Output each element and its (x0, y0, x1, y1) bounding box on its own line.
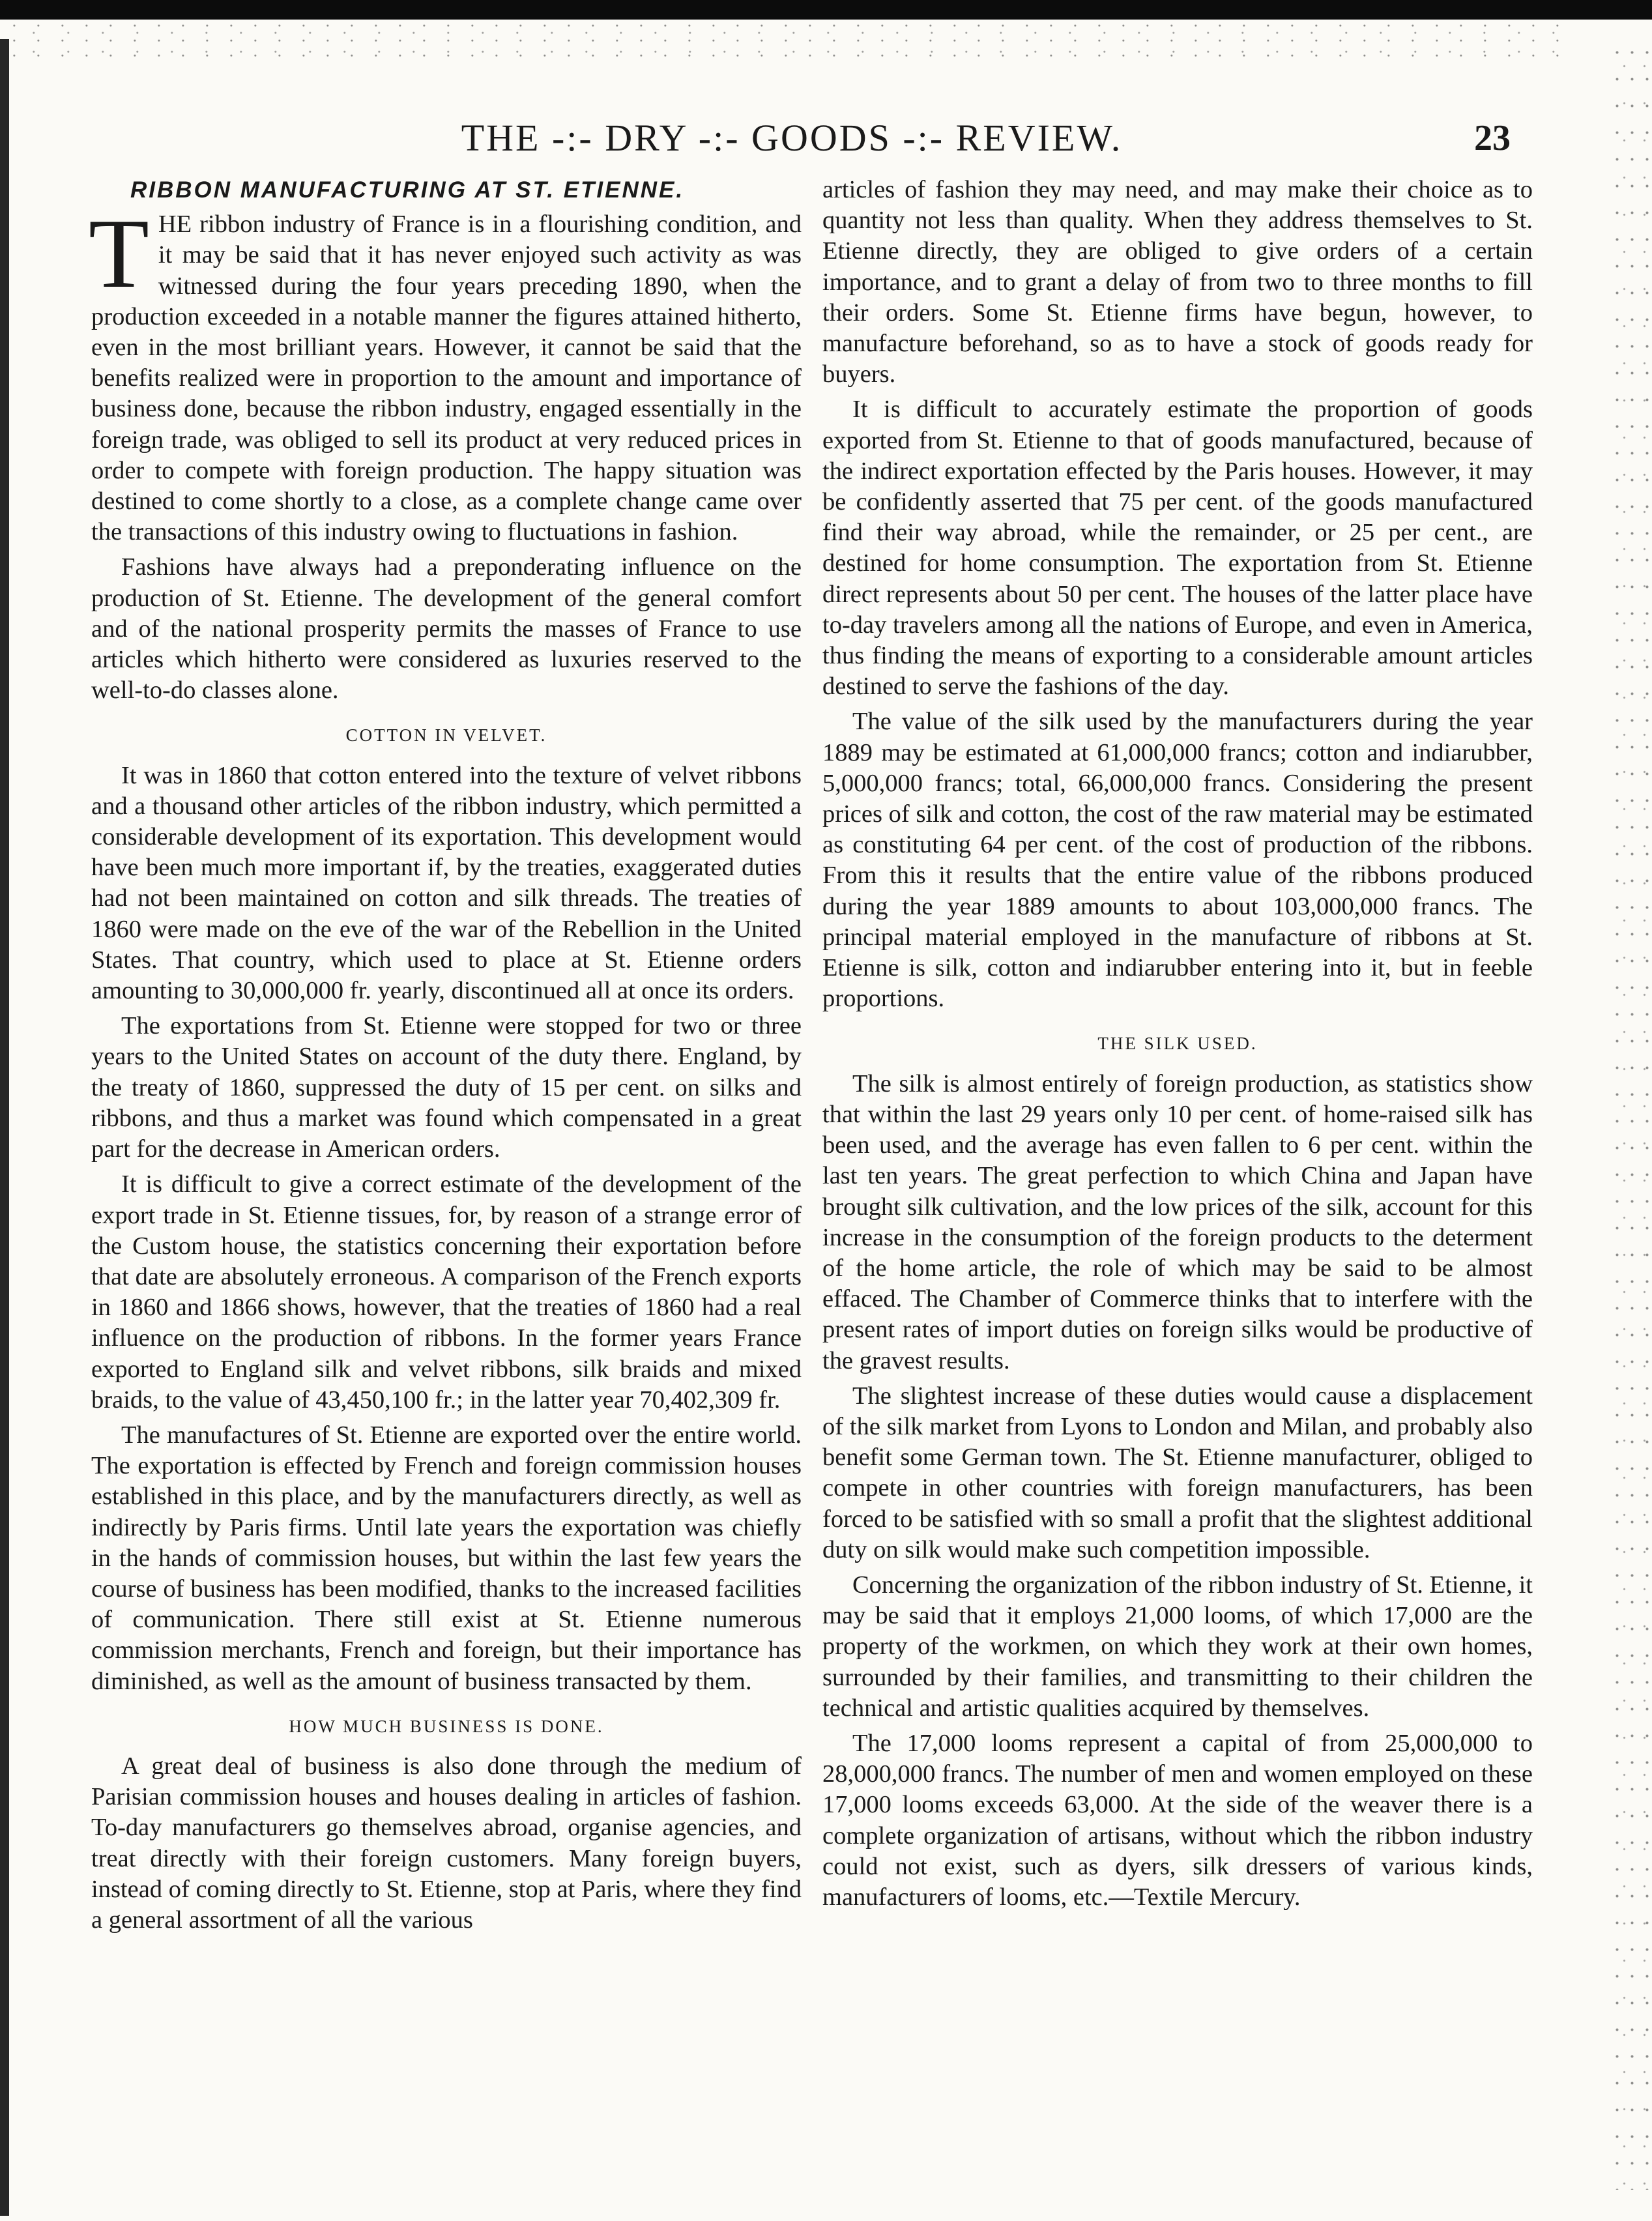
paragraph-6: The manufactures of St. Etienne are exported over the entire world. The exportation is effected by French and foreign commission houses established in this place, and by the manufacturers directly, as well as indirectly by Paris firms. Until late years the exportation was chiefly in the hands of commission houses, but within the last few years the course of business has been modified, thanks to the increased facilities of communication. There still exist at St. Etienne numerous commission merchants, French and foreign, but their importance has diminished, as well as the amount of business transacted by them. (91, 1421, 802, 1695)
drop-cap: T (89, 199, 149, 309)
paragraph-1 (89, 199, 802, 547)
left-column (91, 175, 802, 1940)
left-border (0, 39, 9, 2216)
paragraph-r4: The silk is almost entirely of foreign production, as statistics show that within the last 29 years only 10 per cent. of home-raised silk has been used, and the average has even fallen to 6 per cent. within the last ten years. The great perfection to which China and Japan have brought silk cultivation, and the low prices of the silk, account for this increase in the consumption of the foreign products to the determent of the home article, the role of which may be said to be almost effaced. The Chamber of Commerce thinks that to interfere with the present rates of import duties on foreign silks would be productive of the gravest results. (822, 1069, 1533, 1374)
right-column (822, 175, 1533, 1917)
masthead: THE -:- DRY -:- GOODS -:- REVIEW. (461, 117, 1123, 159)
paragraph-r1: articles of fashion they may need, and may make their choice as to quantity not less than quality. When they address themselves to St. Etienne directly, they are obliged to give orders of a certain importance, and to grant a delay of from two to three months to fill their orders. Some St. Etienne firms have begun, however, to manufacture beforehand, so as to have a stock of goods ready for buyers. (822, 176, 1533, 388)
print-speckle (13, 20, 1577, 59)
top-border (0, 0, 1652, 20)
paragraph-4: The exportations from St. Etienne were stopped for two or three years to the United States on account of the duty there. England, by the treaty of 1860, suppressed the duty of 15 per cent. on silks and ribbons, and thus a market was found which compensated in a great part for the decrease in American orders. (91, 1012, 802, 1163)
paragraph-1-text: HE ribbon industry of France is in a flourishing condition, and it may be said that it has never enjoyed such activity as was witnessed during the four years preceding 1890, when the production exceeded in a notable manner the figures attained hitherto, even in the most brilliant years. However, it cannot be said that the benefits realized were in proportion to the amount and importance of business done, because the ribbon industry, engaged essentially in the foreign trade, was obliged to sell its product at very reduced prices in order to compete with foreign production. The happy situation was destined to come shortly to a close, as a complete change came over the transactions of this industry owing to fluctuations in fashion. (91, 210, 802, 546)
subheading-silk: THE SILK USED. (1097, 1034, 1258, 1054)
paragraph-3: It was in 1860 that cotton entered into the texture of velvet ribbons and a thousand other articles of the ribbon industry, which permitted a considerable development of its exportation. This development would have been much more important if, by the treaties, exaggerated duties had not been maintained on cotton and silk threads. The treaties of 1860 were made on the eve of the war of the Rebellion in the United States. That country, which used to place at St. Etienne orders amounting to 30,000,000 fr. yearly, discontinued all at once its orders. (91, 761, 802, 1005)
subheading-cotton: COTTON IN VELVET. (345, 725, 547, 746)
article-headline: RIBBON MANUFACTURING AT ST. ETIENNE. (130, 177, 685, 203)
paragraph-7: A great deal of business is also done through the medium of Parisian commission houses and houses dealing in articles of fashion. To-day manufacturers go themselves abroad, organise agencies, and treat directly with their foreign customers. Many foreign buyers, instead of coming directly to St. Etienne, stop at Paris, where they find a general assortment of all the various (91, 1752, 802, 1934)
paragraph-r3: The value of the silk used by the manufacturers during the year 1889 may be estimated at 61,000,000 francs; cotton and indiarubber, 5,000,000 francs; total, 66,000,000 francs. Considering the present prices of silk and cotton, the cost of the raw material may be estimated as constituting 64 per cent. of the cost of production of the ribbons. From this it results that the entire value of the ribbons produced during the year 1889 amounts to about 103,000,000 francs. The principal material employed in the manufacture of ribbons at St. Etienne is silk, cotton and indiarubber entering into it, but in feeble proportions. (822, 708, 1533, 1013)
paragraph-r2: It is difficult to accurately estimate the proportion of goods exported from St. Etienne to that of goods manufactured, because of the indirect exportation effected by the Paris houses. However, it may be confidently asserted that 75 per cent. of the goods manufactured find their way abroad, while the remainder, or 25 per cent., are destined for home consumption. The exportation from St. Etienne direct represents about 50 per cent. The houses of the latter place have to-day travelers among all the nations of Europe, and even in America, thus finding the means of exporting to a considerable amount articles destined to serve the fashions of the day. (822, 396, 1533, 701)
paragraph-r6: Concerning the organization of the ribbon industry of St. Etienne, it may be said that it employs 21,000 looms, of which 17,000 are the property of the workmen, on which they work at their own homes, surrounded by their families, and transmitting to their children the technical and artistic qualities acquired by themselves. (822, 1571, 1533, 1722)
right-edge-speckle (1610, 39, 1649, 2190)
paragraph-2: Fashions have always had a preponderating influence on the production of St. Etienne. The development of the general comfort and of the national prosperity permits the masses of France to use articles which hitherto were considered as luxuries reserved to the well-to-do classes alone. (91, 553, 802, 704)
paragraph-5: It is difficult to give a correct estimate of the development of the export trade in St. Etienne tissues, for, by reason of a strange error of the Custom house, the statistics concerning their exportation before that date are absolutely erroneous. A comparison of the French exports in 1860 and 1866 shows, however, that the treaties of 1860 had a real influence on the production of ribbons. In the former years France exported to England silk and velvet ribbons, silk braids and mixed braids, to the value of 43,450,100 fr.; in the latter year 70,402,309 fr. (91, 1170, 802, 1414)
paragraph-r7: The 17,000 looms represent a capital of from 25,000,000 to 28,000,000 francs. The number of men and women employed on these 17,000 looms exceeds 63,000. At the side of the weaver there is a complete organization of artisans, without which the ribbon industry could not exist, such as dyers, silk dressers of various kinds, manufacturers of looms, etc.—Textile Mercury. (822, 1729, 1533, 1911)
paragraph-r5: The slightest increase of these duties would cause a displacement of the silk market from Lyons to London and Milan, and probably also benefit some German town. The St. Etienne manufacturer, obliged to compete in other countries with foreign manufacturers, has been forced to be satisfied with so small a profit that the slightest additional duty on silk would make such competition impossible. (822, 1382, 1533, 1563)
subheading-business: HOW MUCH BUSINESS IS DONE. (289, 1716, 604, 1736)
page-number: 23 (1474, 118, 1511, 158)
